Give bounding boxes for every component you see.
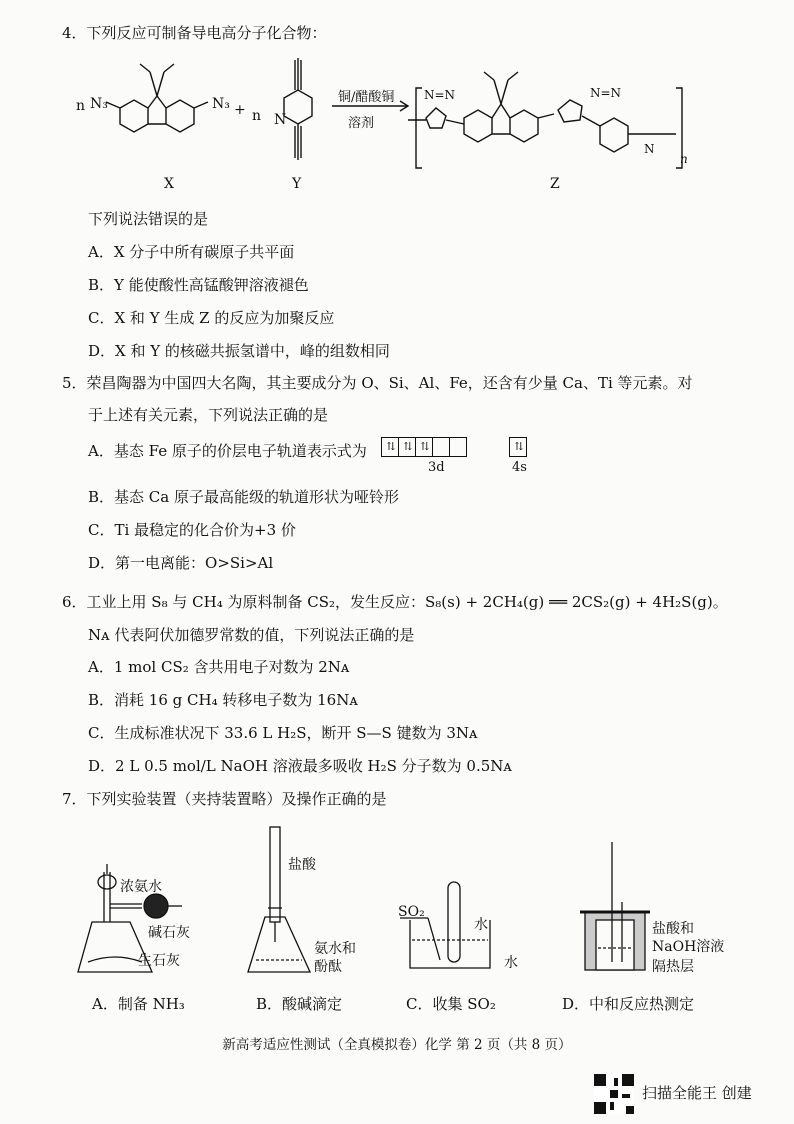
label-yansuanhe: 盐酸和 [652, 921, 694, 937]
q6-option-b: B．消耗 16 g CH₄ 转移电子数为 16Nᴀ [88, 691, 358, 709]
q6-option-d: D．2 L 0.5 mol/L NaOH 溶液最多吸收 H₂S 分子数为 0.5Nᴀ [88, 757, 512, 775]
apparatus-d [580, 842, 650, 970]
q5-stem-line2: 于上述有关元素，下列说法正确的是 [88, 406, 329, 424]
y-pyridine-n: N [274, 112, 287, 128]
q5-stem-line1: 5．荣昌陶器为中国四大名陶，其主要成分为 O、Si、Al、Fe，还含有少量 Ca、Ti 等元素。对 [62, 374, 693, 392]
z-fluorene-right [510, 110, 538, 142]
orbital-3d-box: ⇅ [398, 437, 416, 457]
label-naoh: NaOH溶液 [652, 939, 725, 955]
label-so2: SO₂ [398, 904, 425, 920]
q4-option-c: C．X 和 Y 生成 Z 的反应为加聚反应 [88, 309, 335, 327]
q5-option-c: C．Ti 最稳定的化合价为+3 价 [88, 521, 296, 539]
orbital-3d [382, 437, 467, 457]
x-coefficient: n [76, 98, 86, 114]
z-triazole-right-label: N=N [590, 86, 622, 100]
apparatus-b [248, 827, 310, 972]
orbital-3d-box: ⇅ [381, 437, 399, 457]
caption-b: B．酸碱滴定 [256, 995, 343, 1013]
label-anshuihe: 氨水和 [314, 941, 356, 957]
x-left-ring [120, 100, 148, 132]
x-azide-left: N₃ [90, 96, 108, 112]
z-triazole-left [426, 108, 446, 128]
label-z: Z [550, 176, 560, 192]
q6-stem-line2: Nᴀ 代表阿伏加德罗常数的值，下列说法正确的是 [88, 626, 415, 644]
q4-stem: 4．下列反应可制备导电高分子化合物： [62, 24, 327, 42]
q5-option-d: D．第一电离能：O>Si>Al [88, 554, 274, 572]
orbital-3d-box [449, 437, 467, 457]
caption-d: D．中和反应热测定 [562, 995, 695, 1013]
q4-ask: 下列说法错误的是 [88, 210, 209, 228]
x-azide-right: N₃ [212, 96, 230, 112]
orbital-4s-box: ⇅ [509, 437, 527, 457]
z-fluorene-left [464, 110, 492, 142]
q7-stem: 7．下列实验装置（夹持装置略）及操作正确的是 [62, 790, 387, 808]
q6-option-a: A．1 mol CS₂ 含共用电子对数为 2Nᴀ [88, 658, 350, 676]
label-shui-tube: 水 [474, 917, 488, 933]
y-coefficient: n [252, 108, 262, 124]
x-right-ring [166, 100, 194, 132]
caption-c: C．收集 SO₂ [406, 995, 496, 1013]
label-shenshihui: 生石灰 [138, 953, 180, 969]
q6-option-c: C．生成标准状况下 33.6 L H₂S，断开 S—S 键数为 3Nᴀ [88, 724, 478, 742]
q5-option-a: A．基态 Fe 原子的价层电子轨道表示式为 [88, 442, 367, 460]
qr-code-icon [594, 1074, 634, 1114]
arrow-top-label: 铜/醋酸铜 [338, 90, 395, 105]
arrow-bottom-label: 溶剂 [348, 116, 375, 131]
scanner-watermark: 扫描全能王 创建 [642, 1084, 752, 1102]
z-pyridine [600, 118, 628, 152]
z-triazole-right [558, 100, 582, 122]
label-shui-trough: 水 [504, 955, 518, 971]
q4-option-a: A．X 分子中所有碳原子共平面 [88, 243, 295, 261]
page-footer: 新高考适应性测试（全真模拟卷）化学 第 2 页（共 8 页） [222, 1037, 572, 1053]
plus-sign: + [234, 102, 246, 118]
label-x: X [164, 176, 174, 192]
orbital-3d-box: ⇅ [415, 437, 433, 457]
q5-option-b: B．基态 Ca 原子最高能级的轨道形状为哑铃形 [88, 488, 399, 506]
label-gereceng: 隔热层 [652, 959, 694, 975]
z-triazole-left-label: N=N [424, 88, 456, 102]
label-nong-anshui: 浓氨水 [120, 879, 162, 895]
q4-option-d: D．X 和 Y 的核磁共振氢谱中，峰的组数相同 [88, 342, 390, 360]
label-jianshihui: 碱石灰 [148, 925, 190, 941]
label-fentai: 酚酞 [314, 959, 342, 975]
label-y: Y [292, 176, 302, 192]
z-repeat-n: n [680, 152, 688, 166]
label-4s: 4s [512, 460, 527, 475]
label-3d: 3d [428, 460, 445, 475]
orbital-4s [510, 437, 527, 457]
q6-stem-line1: 6．工业上用 S₈ 与 CH₄ 为原料制备 CS₂，发生反应：S₈(s) + 2CH₄(g) ══ 2CS₂(g) + 4H₂S(g)。 [62, 593, 728, 611]
q4-option-b: B．Y 能使酸性高锰酸钾溶液褪色 [88, 276, 309, 294]
label-yansuan: 盐酸 [288, 857, 316, 873]
caption-a: A．制备 NH₃ [92, 995, 185, 1013]
orbital-3d-box [432, 437, 450, 457]
z-pyridine-n: N [644, 142, 655, 156]
y-pyridine-ring [284, 90, 312, 124]
